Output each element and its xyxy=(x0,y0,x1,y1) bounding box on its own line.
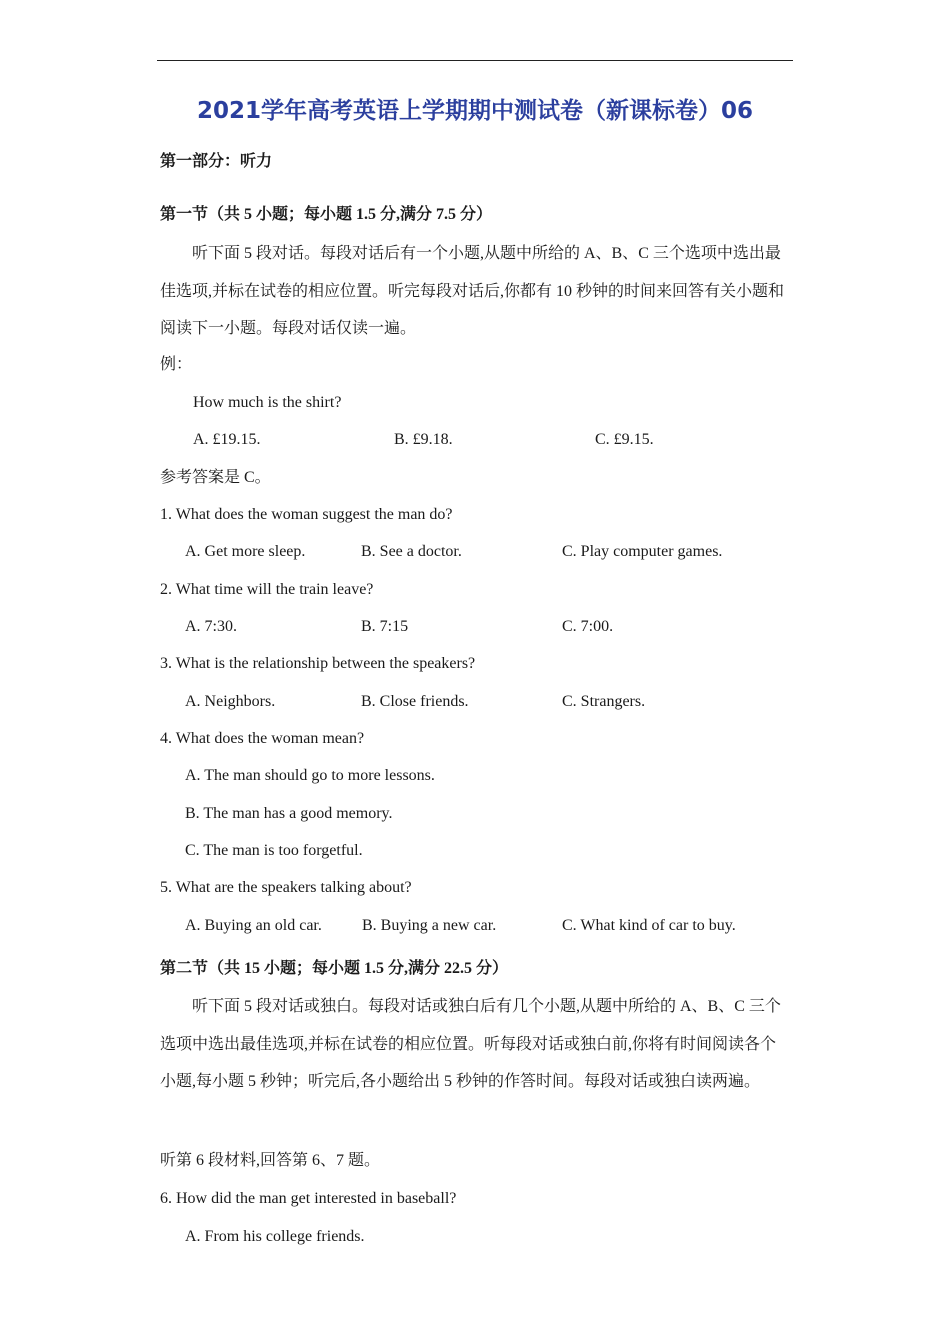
section-2-instructions: 听下面 5 段对话或独白。每段对话或独白后有几个小题,从题中所给的 A、B、C 三个选项中选出最佳选项,并标在试卷的相应位置。听每段对话或独白前,你将有时间阅读各个小题,每小题 5 秒钟；听完后,各小题给出 5 秒钟的作答时间。每段对话或独白读两遍。 xyxy=(160,998,781,1090)
q4-option-b: B. The man has a good memory. xyxy=(185,805,393,822)
question-4: 4. What does the woman mean? xyxy=(160,730,365,747)
q1-option-c: C. Play computer games. xyxy=(562,543,723,560)
part-heading: 第一部分：听力 xyxy=(160,153,273,170)
question-5: 5. What are the speakers talking about? xyxy=(160,879,412,896)
q6-option-a: A. From his college friends. xyxy=(185,1228,365,1245)
q1-option-b: B. See a doctor. xyxy=(361,543,462,560)
section-1-heading: 第一节（共 5 小题；每小题 1.5 分,满分 7.5 分） xyxy=(160,206,493,223)
q3-option-c: C. Strangers. xyxy=(562,693,646,710)
q2-option-b: B. 7:15 xyxy=(361,618,409,635)
material-6-note: 听第 6 段材料,回答第 6、7 题。 xyxy=(160,1152,381,1169)
section-1-instructions: 听下面 5 段对话。每段对话后有一个小题,从题中所给的 A、B、C 三个选项中选出最佳选项,并标在试卷的相应位置。听完每段对话后,你都有 10 秒钟的时间来回答有关小题和阅读下一小题。每段对话仅读一遍。 xyxy=(160,245,785,337)
example-question: How much is the shirt? xyxy=(193,394,342,411)
q5-option-a: A. Buying an old car. xyxy=(185,917,322,934)
header-rule xyxy=(157,60,793,61)
q4-option-a: A. The man should go to more lessons. xyxy=(185,767,435,784)
q5-option-b: B. Buying a new car. xyxy=(362,917,497,934)
example-answer: 参考答案是 C。 xyxy=(160,469,271,486)
q3-option-a: A. Neighbors. xyxy=(185,693,276,710)
q2-option-c: C. 7:00. xyxy=(562,618,614,635)
example-option-c: C. £9.15. xyxy=(595,431,654,448)
q4-option-c: C. The man is too forgetful. xyxy=(185,842,363,859)
example-option-b: B. £9.18. xyxy=(394,431,453,448)
q3-option-b: B. Close friends. xyxy=(361,693,469,710)
section-2-heading: 第二节（共 15 小题；每小题 1.5 分,满分 22.5 分） xyxy=(160,960,509,977)
question-3: 3. What is the relationship between the speakers? xyxy=(160,655,476,672)
example-label: 例： xyxy=(160,356,193,373)
page-title: 2021学年高考英语上学期期中测试卷（新课标卷）06 xyxy=(196,98,754,124)
question-1: 1. What does the woman suggest the man do? xyxy=(160,506,453,523)
q2-option-a: A. 7:30. xyxy=(185,618,237,635)
q5-option-c: C. What kind of car to buy. xyxy=(562,917,736,934)
q1-option-a: A. Get more sleep. xyxy=(185,543,306,560)
question-2: 2. What time will the train leave? xyxy=(160,581,374,598)
example-option-a: A. £19.15. xyxy=(193,431,261,448)
question-6: 6. How did the man get interested in baseball? xyxy=(160,1190,457,1207)
